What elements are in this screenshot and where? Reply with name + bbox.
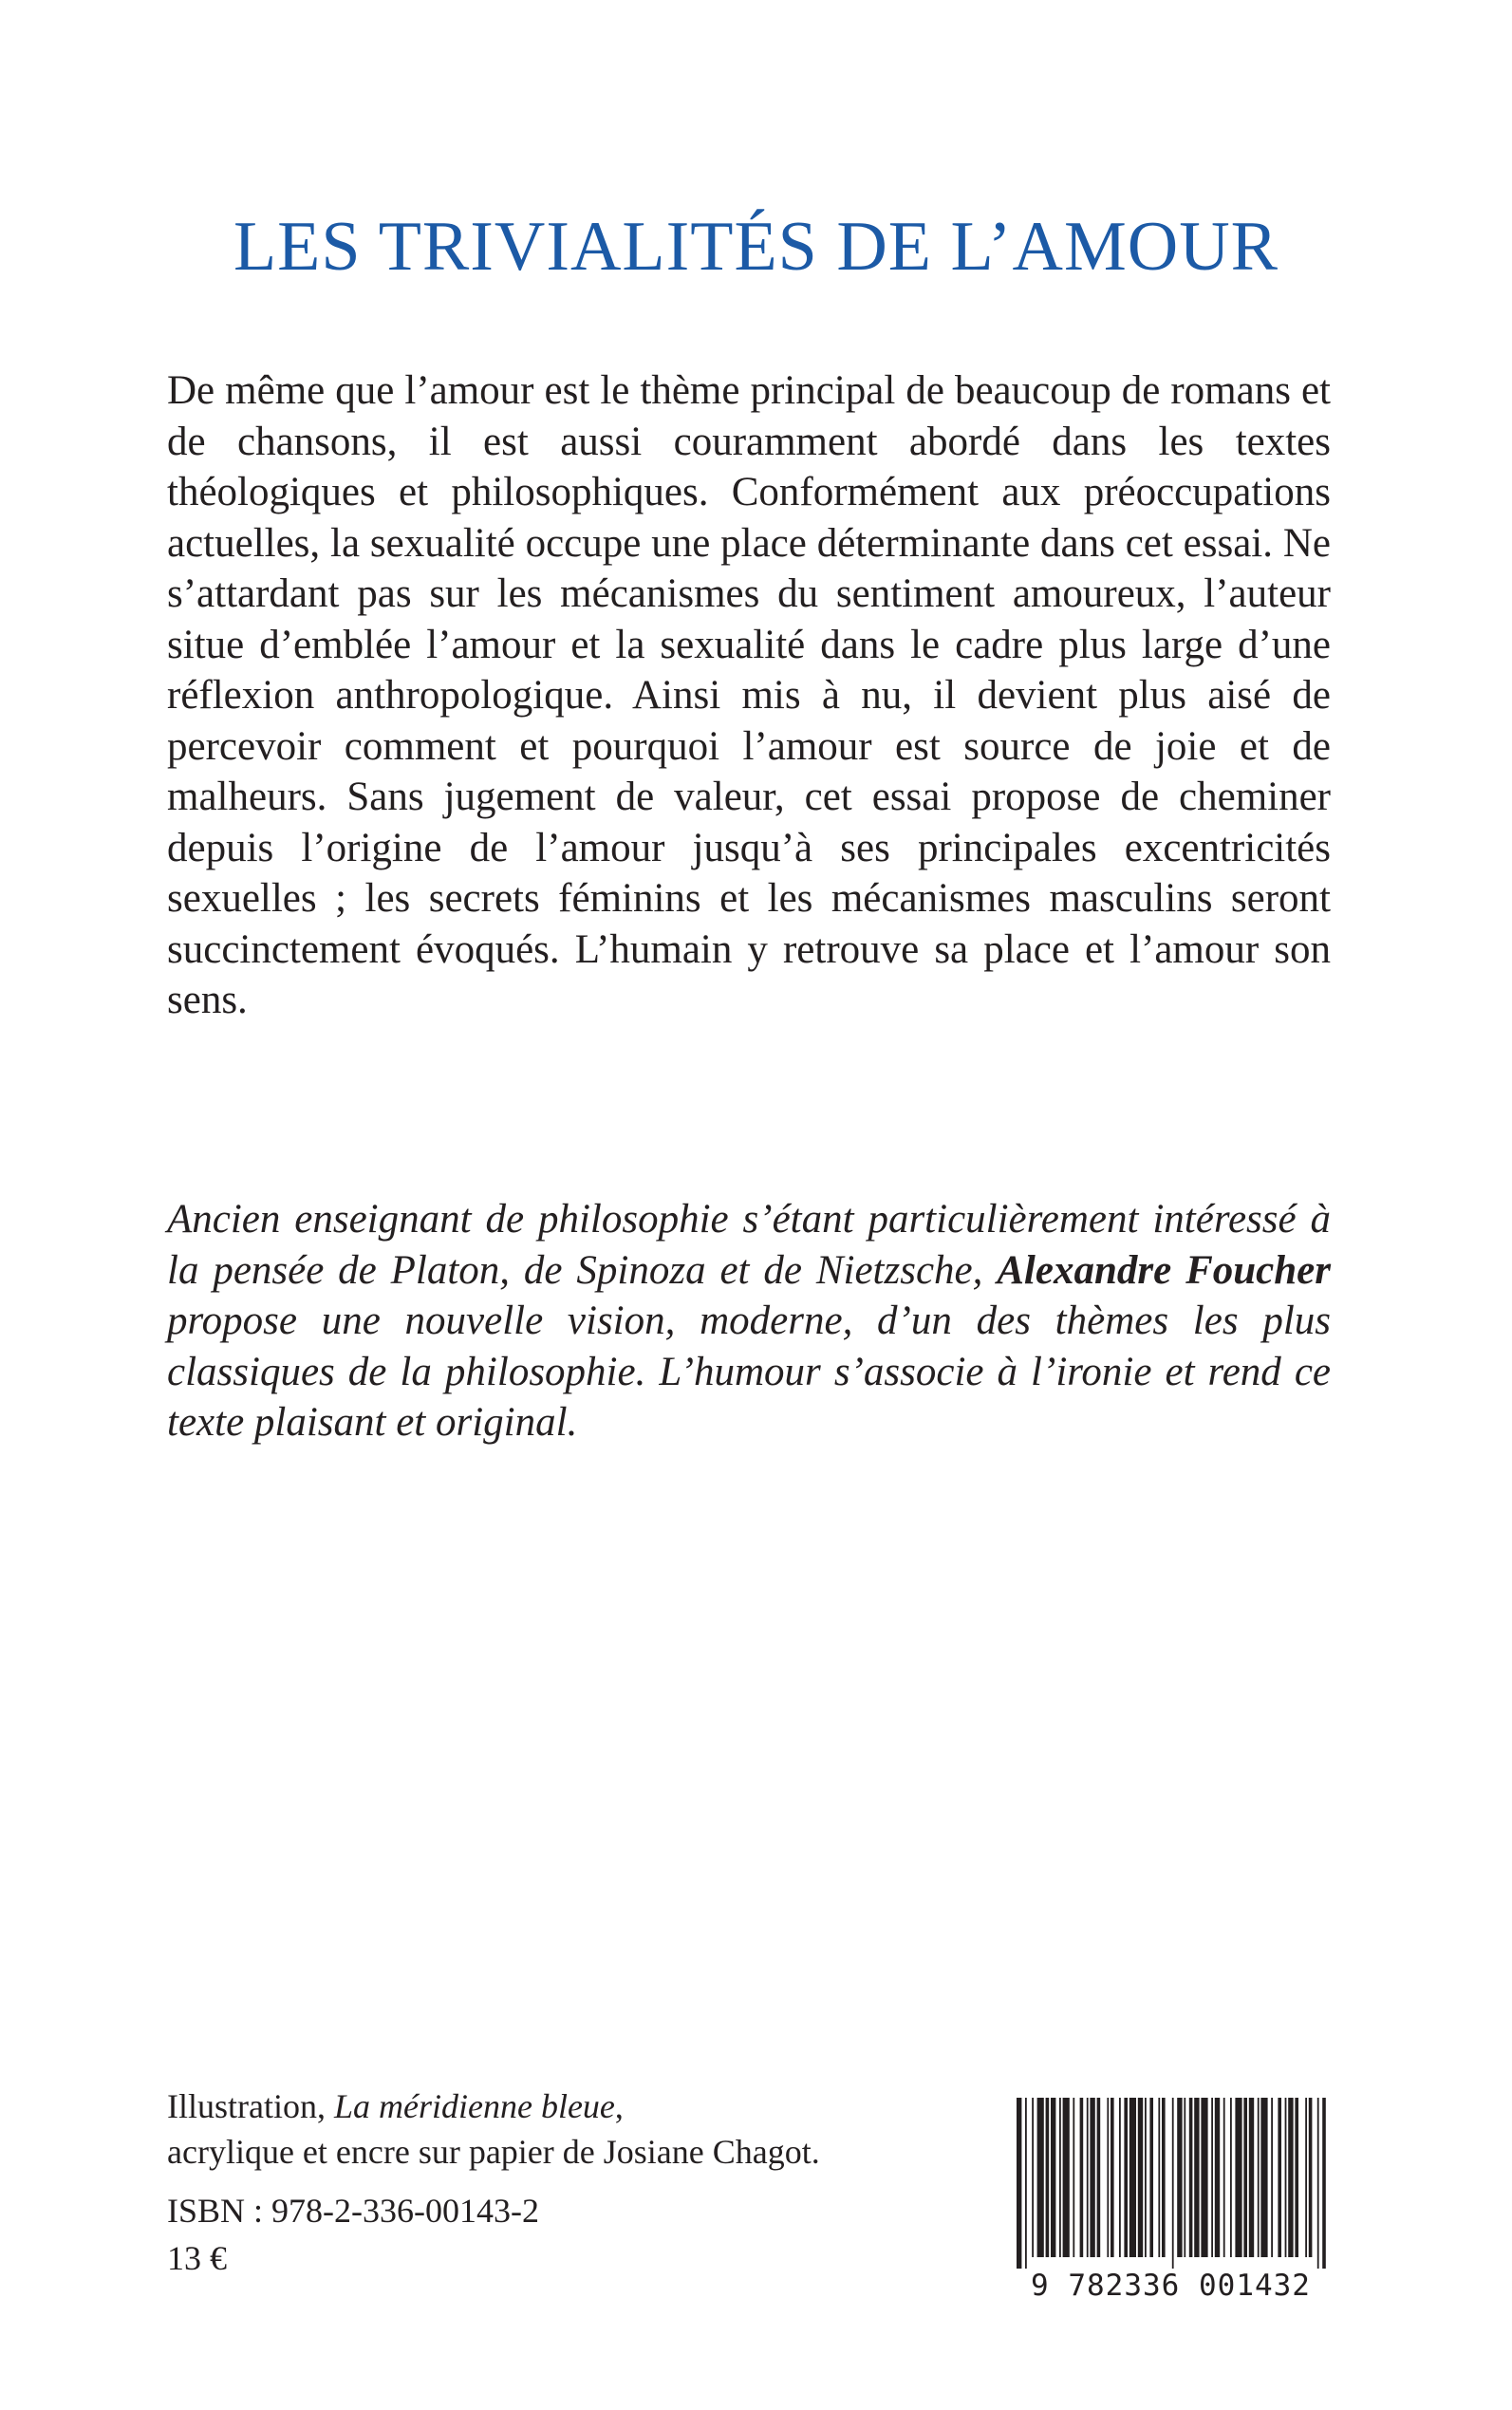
author-bio [167,1194,1331,1448]
barcode-bar [1158,2098,1160,2257]
barcode-bar [1211,2098,1213,2257]
barcode-bar [1189,2098,1193,2257]
barcode-bar [1235,2098,1241,2257]
barcode-bar [1322,2098,1326,2269]
barcode-bar [1090,2098,1094,2257]
barcode-bar [1260,2098,1267,2257]
barcode-bar [1124,2098,1128,2257]
barcode-bar [1309,2098,1313,2257]
credits-prefix: Illustration, [167,2087,334,2125]
barcode-bar [1184,2098,1185,2257]
barcode-bar [1295,2098,1298,2257]
barcode-bar [1243,2098,1247,2257]
barcode-bar [1119,2098,1121,2257]
barcode-bar [1149,2098,1153,2257]
book-title: LES TRIVIALITÉS DE L’AMOUR [233,208,1279,286]
barcode-bar [1145,2098,1147,2257]
barcode-bar [1107,2098,1109,2257]
barcode-bars-icon [1011,2098,1331,2269]
barcode-bar [1271,2098,1273,2257]
barcode-bar [1111,2098,1114,2257]
barcode-bar [1138,2098,1143,2257]
barcode-bar [1051,2098,1055,2257]
barcode-bar [1025,2098,1027,2269]
barcode-bar [1215,2098,1220,2257]
barcode-bar [1223,2098,1225,2257]
illustration-credits [167,2083,1021,2175]
barcode-bar [1032,2098,1034,2257]
barcode-bar [1097,2098,1101,2257]
barcode-bar [1129,2098,1136,2257]
credits-medium: acrylique et encre sur papier de Josiane Chagot. [167,2133,820,2171]
barcode-bar [1046,2098,1050,2257]
summary-paragraph: De même que l’amour est le thème principal de beaucoup de romans et de chansons, il est aussi couramment abordé dans les textes théologiques et philosophiques. Conformément aux préoccupations actuelles, la sexualité occupe une place déterminante dans cet essai. Ne s’attardant pas sur les mécanismes du sentiment amoureux, l’auteur situe d’emblée l’amour et la sexualité dans le cadre plus large d’une réflexion anthropologique. Ainsi mis à nu, il devient plus aisé de percevoir comment et pourquoi l’amour est source de joie et de malheurs. Sans jugement de valeur, cet essai propose de cheminer depuis l’origine de l’amour jusqu’à ses principales excentricités sexuelles ; les secrets féminins et les mécanismes masculins seront succinctement évoqués. L’humain y retrouve sa place et l’amour son sens. [167,368,1331,1022]
barcode-bar [1063,2098,1070,2257]
barcode [1011,2098,1331,2314]
isbn: ISBN : 978-2-336-00143-2 [167,2192,539,2230]
barcode-bar [1162,2098,1166,2257]
barcode-bar [1258,2098,1260,2257]
barcode-bar [1201,2098,1207,2257]
barcode-bar [1059,2098,1061,2257]
barcode-bar [1317,2098,1319,2269]
barcode-bar [1080,2098,1084,2257]
barcode-bar [1017,2098,1021,2269]
barcode-bar [1230,2098,1232,2257]
barcode-bar [1249,2098,1254,2257]
price: 13 € [167,2239,227,2277]
author-name: Alexandre Foucher [997,1247,1331,1293]
author-bio-rest: propose une nouvelle vision, moderne, d’un des thèmes les plus classiques de la philosophie. L’humour s’associe à l’ironie et rend ce texte plaisant et original. [167,1298,1331,1445]
artwork-title: La méridienne bleue [333,2087,615,2125]
barcode-bar [1037,2098,1044,2257]
barcode-bar [1177,2098,1182,2257]
barcode-bar [1073,2098,1074,2257]
barcode-bar [1194,2098,1199,2257]
barcode-bar [1087,2098,1089,2257]
barcode-digits: 9 782336 001432 [1031,2269,1311,2303]
barcode-bar [1305,2098,1307,2257]
barcode-bar [1172,2098,1174,2269]
barcode-bar [1278,2098,1281,2257]
barcode-bar [1288,2098,1293,2257]
credits-suffix: , [614,2087,624,2125]
barcode-bar [1285,2098,1287,2257]
author-bio-intro: Ancien enseignant de philosophie s’étant particulièrement intéressé à la pensée de Platon, de Spinoza et de Nietzsche, [167,1197,1331,1293]
